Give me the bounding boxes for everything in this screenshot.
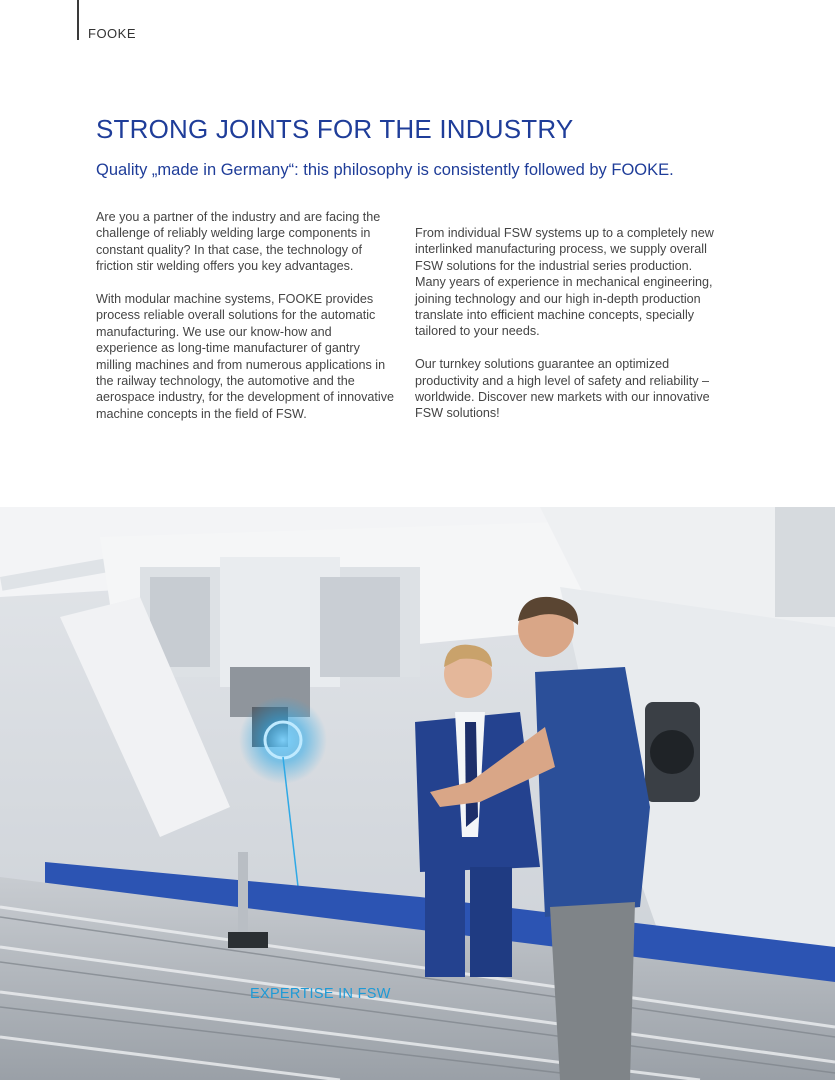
paragraph: From individual FSW systems up to a completely new interlinked manufacturing process, we supply overall FSW solutions for the industrial series production. Many years of experience in mechanical engineering, joining technology and our high in-depth production translate into efficient machine concepts, specially tailored to your needs.	[415, 226, 714, 339]
paragraph: Our turnkey solutions guarantee an optimized productivity and a high level of safety and reliability – worldwide. Discover new markets with our innovative FSW solutions!	[415, 357, 710, 421]
paragraph: With modular machine systems, FOOKE provides process reliable overall solutions for the automatic manufacturing. We use our know-how and experience as long-time manufacturer of gantry milling machines and from numerous applications in the railway technology, the automotive and the aerospace industry, for the development of innovative machine concepts in the field of FSW.	[96, 292, 394, 421]
header-rule	[77, 0, 79, 40]
factory-illustration	[0, 507, 835, 1080]
page-title: STRONG JOINTS FOR THE INDUSTRY	[96, 114, 574, 144]
factory-photo	[0, 507, 835, 1080]
page-subtitle: Quality „made in Germany“: this philosophy is consistently followed by FOOKE.	[96, 161, 674, 179]
text-column-left	[96, 209, 396, 439]
text-column-right	[415, 225, 715, 438]
photo-caption: EXPERTISE IN FSW	[250, 986, 391, 1002]
paragraph: Are you a partner of the industry and are facing the challenge of reliably welding large components in constant quality? In that case, the technology of friction stir welding offers you key advantages.	[96, 210, 381, 274]
brand-name: FOOKE	[88, 26, 137, 41]
